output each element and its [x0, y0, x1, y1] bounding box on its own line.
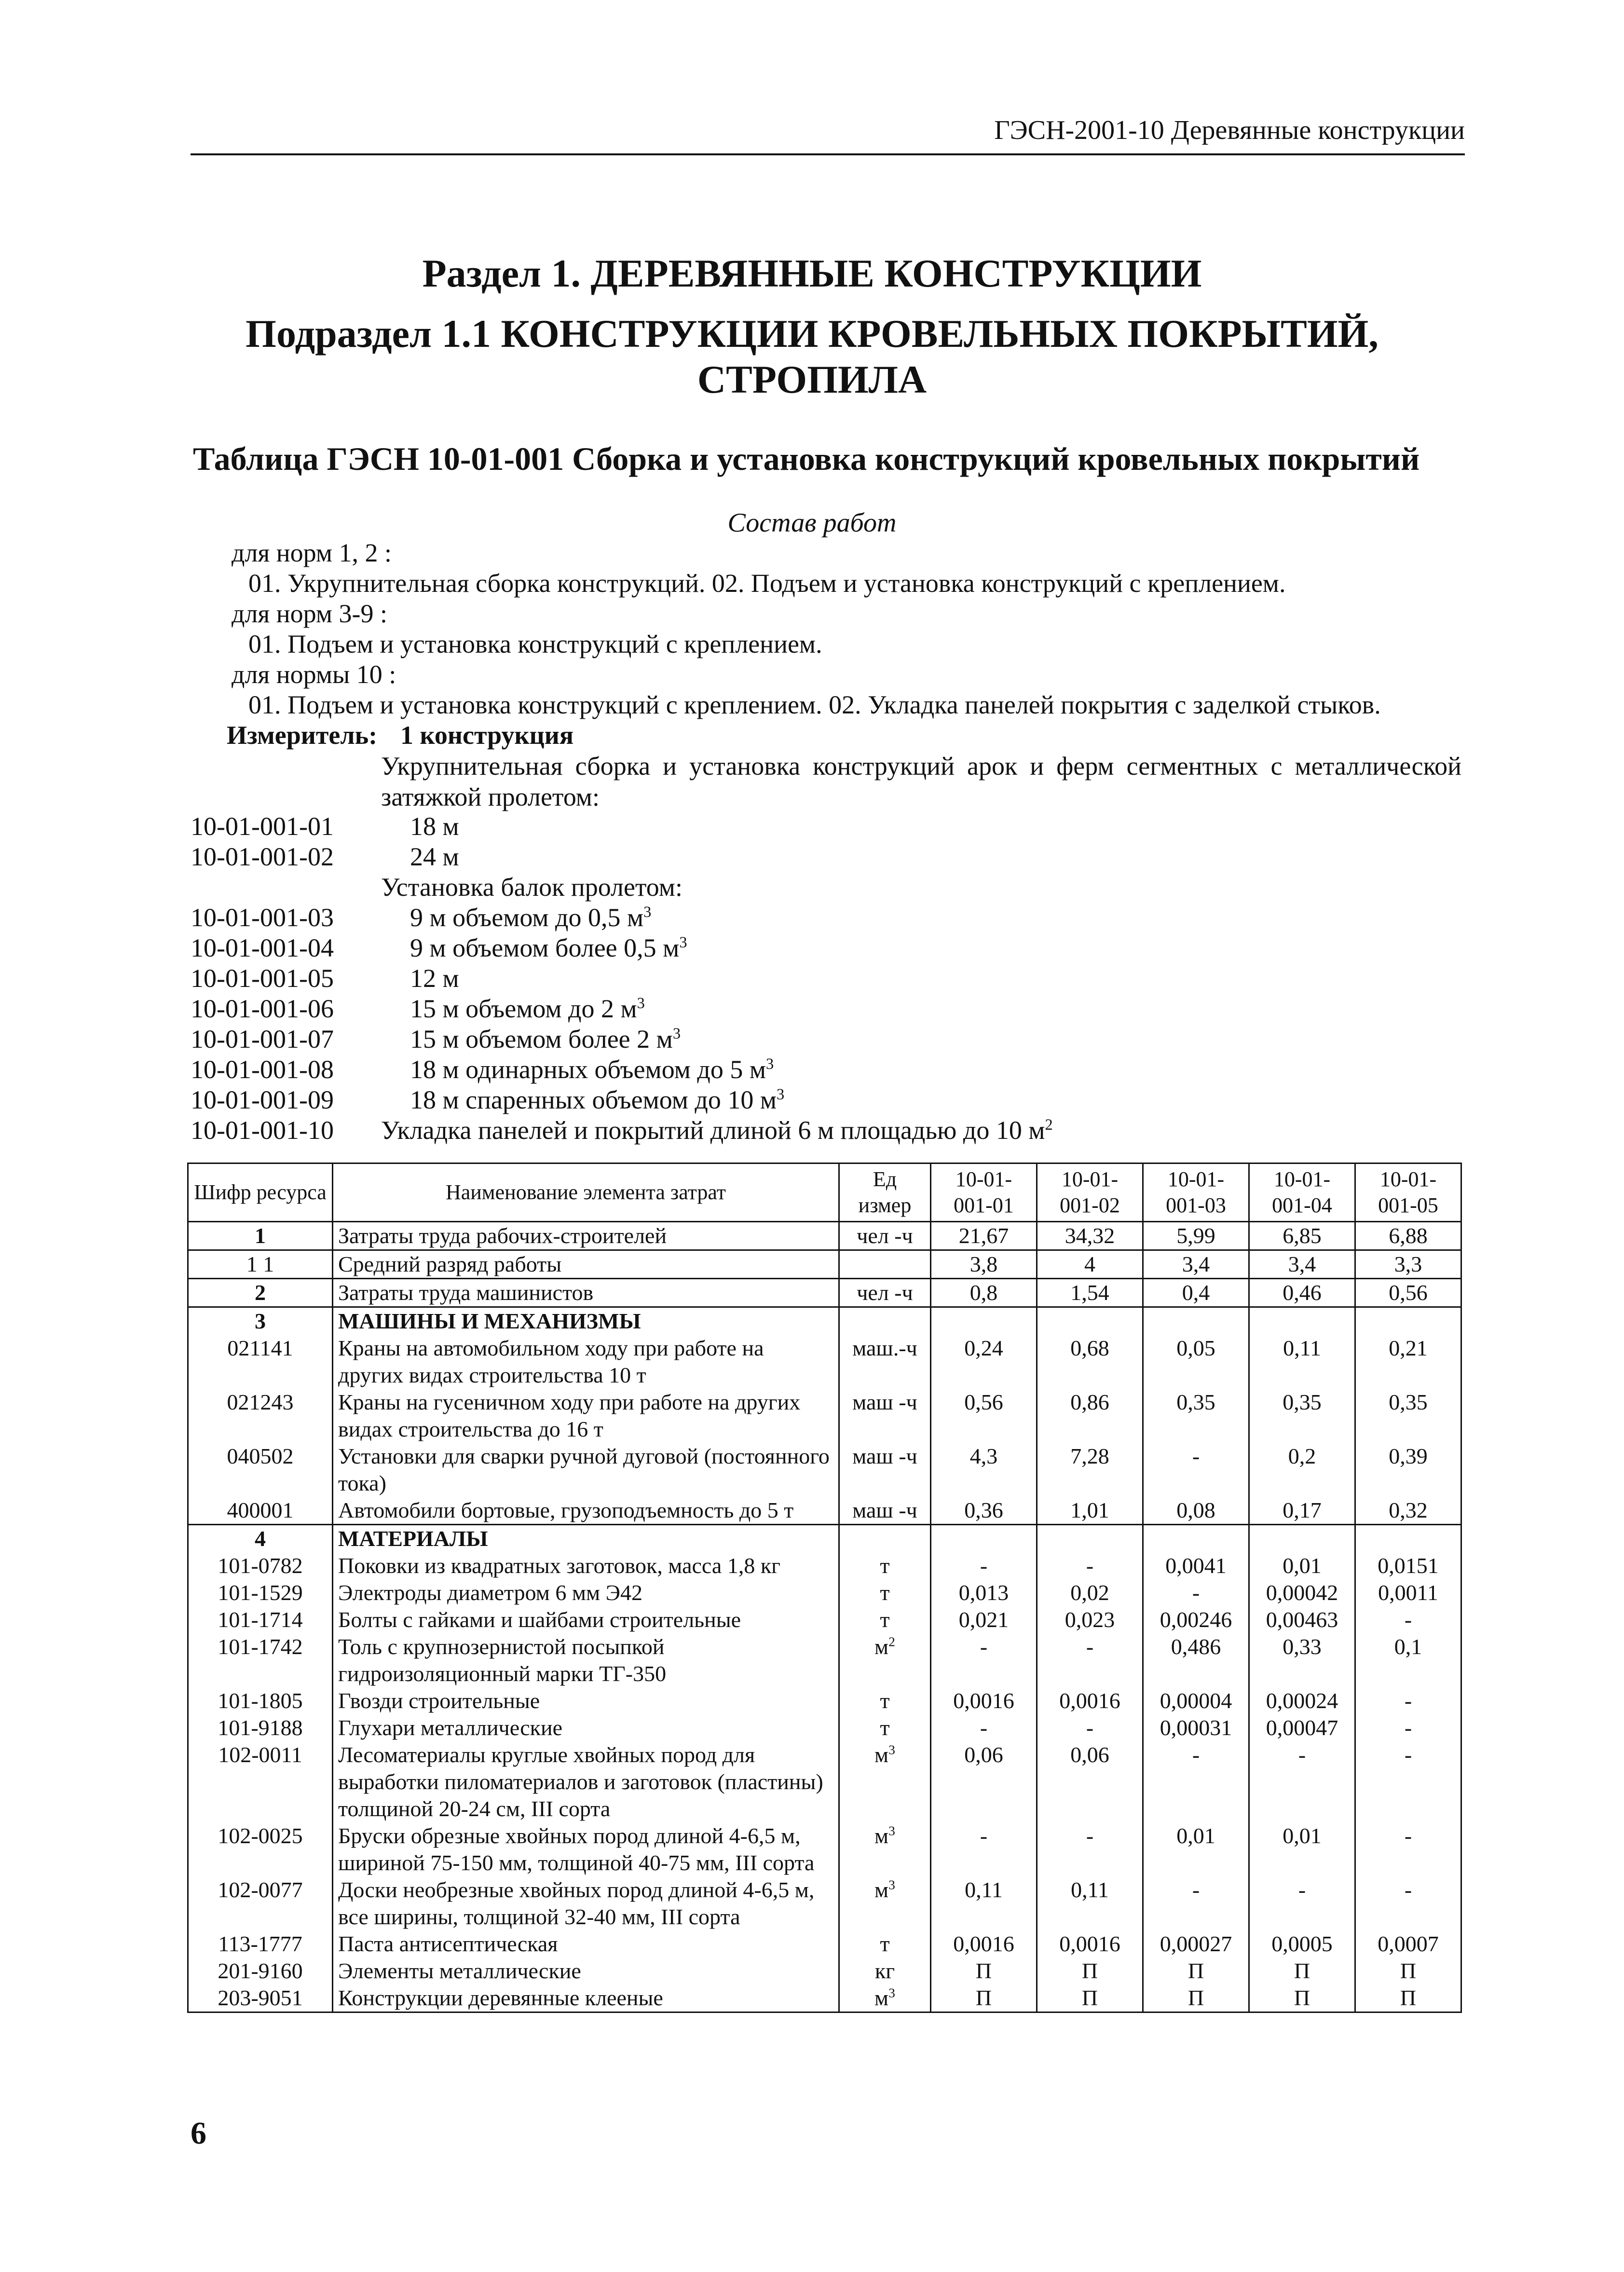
cell-unit [839, 1389, 931, 1443]
measure-value: 1 конструкция [400, 721, 574, 750]
cell-value: 0,013 [931, 1579, 1037, 1606]
table-row [188, 1443, 1461, 1497]
table-row [188, 1822, 1461, 1876]
cell-unit [839, 1579, 931, 1606]
cell-code: 101-1714 [188, 1606, 333, 1633]
cell-value: 0,00047 [1249, 1714, 1355, 1741]
norm-code: 10-01-001-05 [191, 964, 334, 993]
cell-value: 0,021 [931, 1606, 1037, 1633]
cell-unit [839, 1822, 931, 1876]
unit-text: м [874, 1985, 889, 2010]
cell-code: 4 [188, 1525, 333, 1553]
col-header-name: Наименование элемента затрат [333, 1163, 839, 1222]
composition-line: для норм 3-9 : [232, 599, 387, 628]
cell-value: - [1143, 1579, 1249, 1606]
table-row [188, 1985, 1461, 2012]
unit-text: м [874, 1742, 889, 1767]
cell-unit [839, 1606, 931, 1633]
cell-value [1143, 1525, 1249, 1553]
cell-value [1249, 1307, 1355, 1335]
page-number: 6 [191, 2116, 206, 2151]
composition-line: для нормы 10 : [232, 660, 396, 689]
composition-title: Состав работ [727, 508, 897, 538]
cell-code: 1 [188, 1222, 333, 1250]
unit-text: т [880, 1553, 890, 1578]
cell-value: 0,35 [1249, 1389, 1355, 1443]
norm-desc: 18 м спаренных объемом до 10 $м^3$ [410, 1085, 785, 1114]
cell-value: 0,86 [1037, 1389, 1143, 1443]
cell-name: Глухари металлические [333, 1714, 839, 1741]
table-row [188, 1552, 1461, 1579]
subsection-title: Подраздел 1.1 КОНСТРУКЦИИ КРОВЕЛЬНЫХ ПОКРЫТИЙ, [246, 312, 1378, 356]
cell-value: 0,00246 [1143, 1606, 1249, 1633]
cell-value: 3,4 [1249, 1250, 1355, 1279]
cell-code: 021243 [188, 1389, 333, 1443]
unit-text: т [880, 1688, 890, 1713]
cell-value: 0,33 [1249, 1633, 1355, 1687]
cell-name: Доски необрезные хвойных пород длиной 4-6,5 м, все ширины, толщиной 32-40 мм, III сорта [333, 1876, 839, 1930]
norms-intro-beams: Установка балок пролетом: [381, 873, 682, 902]
cell-code: 400001 [188, 1497, 333, 1525]
cell-value: 0,0016 [931, 1687, 1037, 1714]
cell-value: 0,02 [1037, 1579, 1143, 1606]
unit-text: маш -ч [852, 1390, 917, 1414]
cell-value: 21,67 [931, 1222, 1037, 1250]
cell-value: 0,36 [931, 1497, 1037, 1525]
subsection-title-cont: СТРОПИЛА [697, 357, 927, 401]
header-rule [191, 153, 1465, 155]
unit-text: м [874, 1634, 889, 1659]
cell-value: 0,0005 [1249, 1930, 1355, 1957]
cell-unit [839, 1957, 931, 1985]
cell-unit [839, 1250, 931, 1279]
cell-code: 102-0025 [188, 1822, 333, 1876]
norm-desc: Укладка панелей и покрытий длиной 6 м площадью до 10 $м^2$ [381, 1116, 1053, 1145]
table-row [188, 1876, 1461, 1930]
unit-text: чел -ч [857, 1223, 913, 1248]
cell-value: 0,21 [1355, 1335, 1461, 1389]
cell-value: 0,24 [931, 1335, 1037, 1389]
cell-value: 0,35 [1355, 1389, 1461, 1443]
cell-value: 0,46 [1249, 1279, 1355, 1307]
unit-exponent: 3 [888, 1742, 895, 1757]
norm-code: 10-01-001-10 [191, 1116, 334, 1145]
cell-value: П [1143, 1957, 1249, 1985]
cell-value [1249, 1525, 1355, 1553]
cell-value: - [1143, 1443, 1249, 1497]
table-row [188, 1335, 1461, 1389]
cell-value: 0,0016 [1037, 1687, 1143, 1714]
cell-value [931, 1525, 1037, 1553]
cell-value: 0,01 [1249, 1552, 1355, 1579]
table-header-row [188, 1163, 1461, 1222]
cell-value: - [1037, 1822, 1143, 1876]
cell-code: 1 1 [188, 1250, 333, 1279]
norm-desc: 18 м [410, 812, 459, 841]
cell-value: - [1355, 1606, 1461, 1633]
unit-text: м [874, 1823, 889, 1848]
cell-name: МАТЕРИАЛЫ [333, 1525, 839, 1553]
cell-value: 0,06 [931, 1741, 1037, 1822]
cell-value: П [1037, 1957, 1143, 1985]
col-header-unit: Ед измер [839, 1163, 931, 1222]
cell-code: 101-0782 [188, 1552, 333, 1579]
table-row [188, 1222, 1461, 1250]
table-row [188, 1741, 1461, 1822]
table-row [188, 1687, 1461, 1714]
cell-value: - [1143, 1741, 1249, 1822]
col-header-norm: 10-01-001-05 [1355, 1163, 1461, 1222]
cell-code: 101-9188 [188, 1714, 333, 1741]
cell-name: Элементы металлические [333, 1957, 839, 1985]
cell-value: 4,3 [931, 1443, 1037, 1497]
cell-value [1143, 1307, 1249, 1335]
cell-value: 0,06 [1037, 1741, 1143, 1822]
unit-text: т [880, 1715, 890, 1740]
cell-unit [839, 1714, 931, 1741]
cell-code: 101-1742 [188, 1633, 333, 1687]
unit-text: маш.-ч [852, 1336, 917, 1360]
table-row [188, 1957, 1461, 1985]
cell-code: 101-1805 [188, 1687, 333, 1714]
cell-value [1037, 1307, 1143, 1335]
composition-line: для норм 1, 2 : [232, 538, 392, 567]
norm-desc: 18 м одинарных объемом до 5 $м^3$ [410, 1055, 774, 1084]
cell-value: П [1037, 1985, 1143, 2012]
cell-code: 101-1529 [188, 1579, 333, 1606]
cell-unit [839, 1930, 931, 1957]
norm-desc: 15 м объемом до 2 $м^3$ [410, 994, 645, 1023]
cell-value [931, 1307, 1037, 1335]
section-title: Раздел 1. ДЕРЕВЯННЫЕ КОНСТРУКЦИИ [422, 251, 1202, 295]
cell-unit [839, 1222, 931, 1250]
cell-name: Средний разряд работы [333, 1250, 839, 1279]
cell-value: П [1355, 1957, 1461, 1985]
cell-value: 3,3 [1355, 1250, 1461, 1279]
composition-line: 01. Подъем и установка конструкций с креплением. [248, 630, 822, 658]
cell-value: - [931, 1633, 1037, 1687]
cell-value: 5,99 [1143, 1222, 1249, 1250]
unit-exponent: 3 [888, 1877, 895, 1892]
norm-desc: 9 м объемом до 0,5 $м^3$ [410, 903, 652, 932]
cell-value: 1,01 [1037, 1497, 1143, 1525]
cell-value: 0,00031 [1143, 1714, 1249, 1741]
cell-name: Электроды диаметром 6 мм Э42 [333, 1579, 839, 1606]
cell-value: 0,11 [931, 1876, 1037, 1930]
cell-value: 0,56 [931, 1389, 1037, 1443]
norm-code: 10-01-001-07 [191, 1025, 334, 1054]
cell-unit [839, 1525, 931, 1553]
norm-desc: 12 м [410, 964, 459, 993]
cell-unit [839, 1552, 931, 1579]
cell-code: 102-0011 [188, 1741, 333, 1822]
unit-text: чел -ч [857, 1280, 913, 1305]
unit-exponent: 3 [888, 1823, 895, 1838]
cell-unit [839, 1335, 931, 1389]
cell-code: 2 [188, 1279, 333, 1307]
cell-value: 0,00463 [1249, 1606, 1355, 1633]
cell-unit [839, 1497, 931, 1525]
cell-value: - [1355, 1687, 1461, 1714]
measure-label: Измеритель: [227, 721, 378, 750]
resources-table [187, 1163, 1462, 2013]
norm-code: 10-01-001-08 [191, 1055, 334, 1084]
norms-intro: Укрупнительная сборка и установка конструкций арок и ферм сегментных с металлической затяжкой пролетом: [381, 752, 1461, 811]
table-title: Таблица ГЭСН 10-01-001 Сборка и установка конструкций кровельных покрытий [193, 440, 1420, 477]
cell-value: 7,28 [1037, 1443, 1143, 1497]
col-header-norm: 10-01-001-01 [931, 1163, 1037, 1222]
cell-name: Автомобили бортовые, грузоподъемность до 5 т [333, 1497, 839, 1525]
cell-value: 0,00042 [1249, 1579, 1355, 1606]
norm-desc: 15 м объемом более 2 $м^3$ [410, 1025, 681, 1054]
cell-unit [839, 1985, 931, 2012]
cell-value: 0,4 [1143, 1279, 1249, 1307]
cell-value: 0,56 [1355, 1279, 1461, 1307]
cell-value: - [1355, 1741, 1461, 1822]
unit-exponent: 2 [888, 1634, 895, 1649]
unit-text: т [880, 1580, 890, 1605]
cell-value: 0,0041 [1143, 1552, 1249, 1579]
cell-value: - [1249, 1876, 1355, 1930]
cell-value: 0,01 [1249, 1822, 1355, 1876]
col-header-norm: 10-01-001-02 [1037, 1163, 1143, 1222]
cell-value [1037, 1525, 1143, 1553]
cell-value [1355, 1307, 1461, 1335]
cell-value: 0,35 [1143, 1389, 1249, 1443]
cell-code: 040502 [188, 1443, 333, 1497]
running-header: ГЭСН-2001-10 Деревянные конструкции [994, 115, 1465, 145]
table-row [188, 1930, 1461, 1957]
cell-value: 6,88 [1355, 1222, 1461, 1250]
norm-code: 10-01-001-03 [191, 903, 334, 932]
cell-value: 0,8 [931, 1279, 1037, 1307]
cell-value: 0,39 [1355, 1443, 1461, 1497]
cell-value: П [931, 1957, 1037, 1985]
table-row [188, 1389, 1461, 1443]
cell-value: 6,85 [1249, 1222, 1355, 1250]
cell-value: - [931, 1822, 1037, 1876]
cell-value: 0,32 [1355, 1497, 1461, 1525]
cell-name: Бруски обрезные хвойных пород длиной 4-6,5 м, шириной 75-150 мм, толщиной 40-75 мм, III сорта [333, 1822, 839, 1876]
cell-unit [839, 1307, 931, 1335]
cell-name: Установки для сварки ручной дуговой (постоянного тока) [333, 1443, 839, 1497]
unit-text: м [874, 1877, 889, 1902]
cell-name: Лесоматериалы круглые хвойных пород для выработки пиломатериалов и заготовок (пластины) толщиной 20-24 см, III сорта [333, 1741, 839, 1822]
cell-name: Краны на гусеничном ходу при работе на других видах строительства до 16 т [333, 1389, 839, 1443]
norm-desc: 9 м объемом более 0,5 $м^3$ [410, 933, 687, 962]
cell-value: 1,54 [1037, 1279, 1143, 1307]
cell-value: 3,4 [1143, 1250, 1249, 1279]
cell-value: - [1355, 1714, 1461, 1741]
cell-name: Болты с гайками и шайбами строительные [333, 1606, 839, 1633]
cell-value: П [1355, 1985, 1461, 2012]
cell-value: 0,486 [1143, 1633, 1249, 1687]
cell-code: 203-9051 [188, 1985, 333, 2012]
table-row [188, 1714, 1461, 1741]
cell-value: 34,32 [1037, 1222, 1143, 1250]
unit-text: т [880, 1931, 890, 1956]
cell-value: 0,17 [1249, 1497, 1355, 1525]
cell-value: 0,11 [1037, 1876, 1143, 1930]
unit-text: кг [874, 1958, 895, 1983]
cell-value: - [931, 1714, 1037, 1741]
cell-value: 0,11 [1249, 1335, 1355, 1389]
cell-value: 4 [1037, 1250, 1143, 1279]
norm-code: 10-01-001-09 [191, 1085, 334, 1114]
cell-code: 3 [188, 1307, 333, 1335]
unit-text: т [880, 1607, 890, 1632]
cell-value: 0,0016 [931, 1930, 1037, 1957]
table-row [188, 1250, 1461, 1279]
cell-value: П [1249, 1985, 1355, 2012]
cell-value: П [1249, 1957, 1355, 1985]
norm-desc: 24 м [410, 842, 459, 871]
cell-value: 0,08 [1143, 1497, 1249, 1525]
cell-code: 201-9160 [188, 1957, 333, 1985]
cell-value: 0,00024 [1249, 1687, 1355, 1714]
cell-name: Конструкции деревянные клееные [333, 1985, 839, 2012]
unit-text: маш -ч [852, 1444, 917, 1468]
cell-unit [839, 1687, 931, 1714]
cell-unit [839, 1741, 931, 1822]
cell-value: - [931, 1552, 1037, 1579]
cell-value: 0,0007 [1355, 1930, 1461, 1957]
table-body [188, 1222, 1461, 2012]
table-row [188, 1579, 1461, 1606]
cell-unit [839, 1876, 931, 1930]
table-row [188, 1525, 1461, 1553]
cell-value: 0,0151 [1355, 1552, 1461, 1579]
cell-unit [839, 1279, 931, 1307]
cell-unit [839, 1443, 931, 1497]
unit-text: маш -ч [852, 1498, 917, 1522]
cell-value: - [1037, 1714, 1143, 1741]
col-header-code: Шифр ресурса [188, 1163, 333, 1222]
cell-name: Гвозди строительные [333, 1687, 839, 1714]
cell-value: П [931, 1985, 1037, 2012]
cell-value: 0,0016 [1037, 1930, 1143, 1957]
cell-value: 0,01 [1143, 1822, 1249, 1876]
cell-value: - [1037, 1633, 1143, 1687]
table-row [188, 1633, 1461, 1687]
cell-name: Поковки из квадратных заготовок, масса 1,8 кг [333, 1552, 839, 1579]
cell-value: 0,023 [1037, 1606, 1143, 1633]
cell-name: Затраты труда рабочих-строителей [333, 1222, 839, 1250]
col-header-norm: 10-01-001-03 [1143, 1163, 1249, 1222]
cell-value: - [1037, 1552, 1143, 1579]
table-row [188, 1606, 1461, 1633]
cell-value: 0,2 [1249, 1443, 1355, 1497]
table-row [188, 1279, 1461, 1307]
cell-code: 102-0077 [188, 1876, 333, 1930]
col-header-norm: 10-01-001-04 [1249, 1163, 1355, 1222]
cell-value: 0,0011 [1355, 1579, 1461, 1606]
cell-value: - [1249, 1741, 1355, 1822]
unit-exponent: 3 [888, 1985, 895, 2000]
cell-unit [839, 1633, 931, 1687]
norm-code: 10-01-001-04 [191, 933, 334, 962]
cell-value: 0,00004 [1143, 1687, 1249, 1714]
composition-line: 01. Укрупнительная сборка конструкций. 02. Подъем и установка конструкций с креплением. [248, 569, 1286, 598]
cell-name: Краны на автомобильном ходу при работе на других видах строительства 10 т [333, 1335, 839, 1389]
norm-code: 10-01-001-02 [191, 842, 334, 871]
cell-value: 0,68 [1037, 1335, 1143, 1389]
norm-code: 10-01-001-06 [191, 994, 334, 1023]
cell-value: 0,05 [1143, 1335, 1249, 1389]
cell-name: Толь с крупнозернистой посыпкой гидроизоляционный марки ТГ-350 [333, 1633, 839, 1687]
cell-value: П [1143, 1985, 1249, 2012]
cell-value [1355, 1525, 1461, 1553]
composition-line: 01. Подъем и установка конструкций с креплением. 02. Укладка панелей покрытия с заделкой стыков. [248, 690, 1381, 719]
cell-value: - [1355, 1822, 1461, 1876]
cell-code: 113-1777 [188, 1930, 333, 1957]
cell-code: 021141 [188, 1335, 333, 1389]
cell-value: - [1355, 1876, 1461, 1930]
cell-value: 3,8 [931, 1250, 1037, 1279]
cell-value: - [1143, 1876, 1249, 1930]
cell-name: Паста антисептическая [333, 1930, 839, 1957]
norm-code: 10-01-001-01 [191, 812, 334, 841]
table-row [188, 1307, 1461, 1335]
cell-value: 0,00027 [1143, 1930, 1249, 1957]
cell-value: 0,1 [1355, 1633, 1461, 1687]
cell-name: Затраты труда машинистов [333, 1279, 839, 1307]
cell-name: МАШИНЫ И МЕХАНИЗМЫ [333, 1307, 839, 1335]
table-row [188, 1497, 1461, 1525]
